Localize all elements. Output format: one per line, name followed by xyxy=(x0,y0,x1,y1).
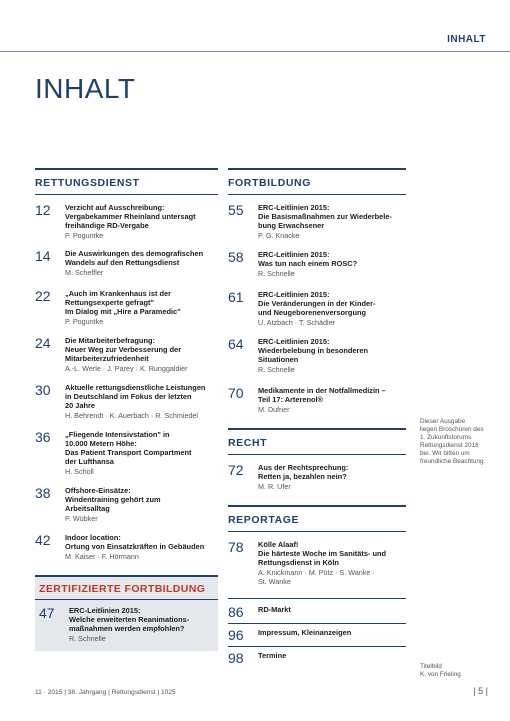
page-number: 72 xyxy=(228,462,244,478)
article-author: A. Knickmann · M. Pütz · S. Wanke · St. Wanke xyxy=(258,568,375,586)
article-author: M. Dufner xyxy=(258,405,290,414)
article-title: Die Auswirkungen des demografischen Wandels auf den Rettungsdienst xyxy=(65,249,204,267)
toc-entry[interactable] xyxy=(228,203,406,240)
header-divider xyxy=(0,51,510,52)
page-number: 64 xyxy=(228,336,244,352)
article-author: R. Schnelle xyxy=(69,634,106,643)
page-number: 70 xyxy=(228,385,244,401)
toc-entry[interactable] xyxy=(35,336,218,373)
article-title: „Auch im Krankenhaus ist der Rettungsexperte gefragt" Im Dialog mit „Hire a Paramedic" xyxy=(65,289,181,316)
page-number: 98 xyxy=(228,650,244,666)
toc-entry-impressum[interactable] xyxy=(228,628,406,642)
article-title: Impressum, Kleinanzeigen xyxy=(258,628,352,637)
page-number-footer: | 5 | xyxy=(473,686,488,696)
toc-entry[interactable] xyxy=(35,383,218,420)
page-title: INHALT xyxy=(35,73,136,104)
toc-entry[interactable] xyxy=(35,249,218,277)
article-author: A.-L. Werle · J. Parey · K. Runggaldier xyxy=(65,364,188,373)
page-number: 78 xyxy=(228,539,244,555)
toc-entry[interactable] xyxy=(228,250,406,278)
toc-entry[interactable] xyxy=(228,386,406,414)
page-number: 47 xyxy=(39,605,55,621)
article-title: Indoor location: Ortung von Einsatzkräften in Gebäuden xyxy=(65,533,205,551)
page-number: 24 xyxy=(35,335,51,351)
article-title: ERC-Leitlinien 2015: Die Veränderungen in der Kinder- und Neugeborenenversorgung xyxy=(258,290,376,317)
page-number: 55 xyxy=(228,202,244,218)
toc-entry[interactable] xyxy=(35,430,218,476)
certified-training-box xyxy=(35,575,218,651)
article-author: P. Wübker xyxy=(65,514,98,523)
left-column xyxy=(35,168,218,651)
article-author: P. Poguntke xyxy=(65,317,104,326)
insert-note: Dieser Ausgabe liegen Broschüren des 1. Zukunftsforums Rettungsdienst 2016 bei. Wir bitten um freundliche Beachtung. xyxy=(420,418,486,465)
page-number: 42 xyxy=(35,532,51,548)
section-divider xyxy=(35,194,218,195)
section-divider xyxy=(228,194,406,195)
section-divider xyxy=(35,599,218,600)
toc-entry[interactable] xyxy=(35,606,218,643)
article-author: P. G. Knacke xyxy=(258,231,300,240)
page-number: 86 xyxy=(228,604,244,620)
article-title: Die Mitarbeiterbefragung: Neuer Weg zur Verbesserung der Mitarbeiterzufriedenheit xyxy=(65,336,182,363)
toc-entry[interactable] xyxy=(35,289,218,326)
toc-entry[interactable] xyxy=(228,463,406,491)
cover-credit: Titelbild K. von Frieling xyxy=(420,663,461,678)
toc-entry[interactable] xyxy=(228,540,406,586)
article-author: P. Poguntke xyxy=(65,231,104,240)
page-number: 61 xyxy=(228,289,244,305)
article-title: Aus der Rechtsprechung: Retten ja, bezahlen nein? xyxy=(258,463,349,481)
article-title: Medikamente in der Notfallmedizin – Teil 17: Arterenol® xyxy=(258,386,386,404)
article-title: ERC-Leitlinien 2015: Die Basismaßnahmen zur Wiederbele- bung Erwachsener xyxy=(258,203,392,230)
section-heading-fortbildung: FORTBILDUNG xyxy=(228,177,312,189)
toc-list-fortbildung xyxy=(228,203,406,414)
issue-info: 11 · 2015 | 38. Jahrgang | Rettungsdienst | 1025 xyxy=(35,689,176,696)
article-author: M. R. Ufer xyxy=(258,482,291,491)
page-number: 36 xyxy=(35,429,51,445)
article-title: ERC-Leitlinien 2015: Was tun nach einem ROSC? xyxy=(258,250,358,268)
page-number: 12 xyxy=(35,202,51,218)
section-divider xyxy=(228,646,406,647)
section-heading-recht: RECHT xyxy=(228,437,268,449)
toc-entry[interactable] xyxy=(228,337,406,374)
section-heading-rettungsdienst: RETTUNGSDIENST xyxy=(35,177,140,189)
article-author: U. Atzbach · T. Schädler xyxy=(258,318,335,327)
toc-entry[interactable] xyxy=(35,533,218,561)
article-title: Aktuelle rettungsdienstliche Leistungen in Deutschland im Fokus der letzten 20 Jahre xyxy=(65,383,206,410)
page-number: 22 xyxy=(35,288,51,304)
page-number: 38 xyxy=(35,485,51,501)
article-author: M. Kaiser · F. Hörmann xyxy=(65,552,139,561)
header-label: INHALT xyxy=(447,34,486,45)
article-author: H. Scholl xyxy=(65,467,94,476)
article-title: Kölle Alaaf! Die härteste Woche im Sanitäts- und Rettungsdienst in Köln xyxy=(258,540,386,567)
section-divider xyxy=(228,623,406,624)
section-divider xyxy=(228,531,406,532)
page-number: 14 xyxy=(35,248,51,264)
article-title: ERC-Leitlinien 2015: Wiederbelebung in besonderen Situationen xyxy=(258,337,368,364)
page-number: 58 xyxy=(228,249,244,265)
article-author: R. Schnelle xyxy=(258,365,295,374)
article-title: Offshore-Einsätze: Windentraining gehört zum Arbeitsalltag xyxy=(65,486,161,513)
page-number: 30 xyxy=(35,382,51,398)
toc-list-rettungsdienst xyxy=(35,203,218,561)
article-title: „Fliegende Intensivstation" in 10.000 Metern Höhe: Das Patient Transport Compartment der Lufthansa xyxy=(65,430,192,466)
toc-entry-termine[interactable] xyxy=(228,651,406,665)
article-title: RD-Markt xyxy=(258,605,291,614)
section-heading-zertifizierte-fortbildung: ZERTIFIZIERTE FORTBILDUNG xyxy=(39,583,206,595)
toc-entry[interactable] xyxy=(35,203,218,240)
toc-entry-rd-markt[interactable] xyxy=(228,605,406,619)
section-divider xyxy=(228,454,406,455)
article-author: R. Schnelle xyxy=(258,269,295,278)
article-title: ERC-Leitlinien 2015: Welche erweiterten Reanimations- maßnahmen werden empfohlen? xyxy=(69,606,190,633)
toc-entry[interactable] xyxy=(228,290,406,327)
right-column xyxy=(228,168,406,665)
article-author: M. Scheffler xyxy=(65,268,104,277)
article-title: Verzicht auf Ausschreibung: Vergabekammer Rheinland untersagt freihändige RD-Vergabe xyxy=(65,203,196,230)
page-number: 96 xyxy=(228,627,244,643)
toc-entry[interactable] xyxy=(35,486,218,523)
article-author: H. Behrendt · K. Auerbach · R. Schmiedel xyxy=(65,411,199,420)
article-title: Termine xyxy=(258,651,287,660)
section-divider xyxy=(228,598,406,599)
section-heading-reportage: REPORTAGE xyxy=(228,514,300,526)
